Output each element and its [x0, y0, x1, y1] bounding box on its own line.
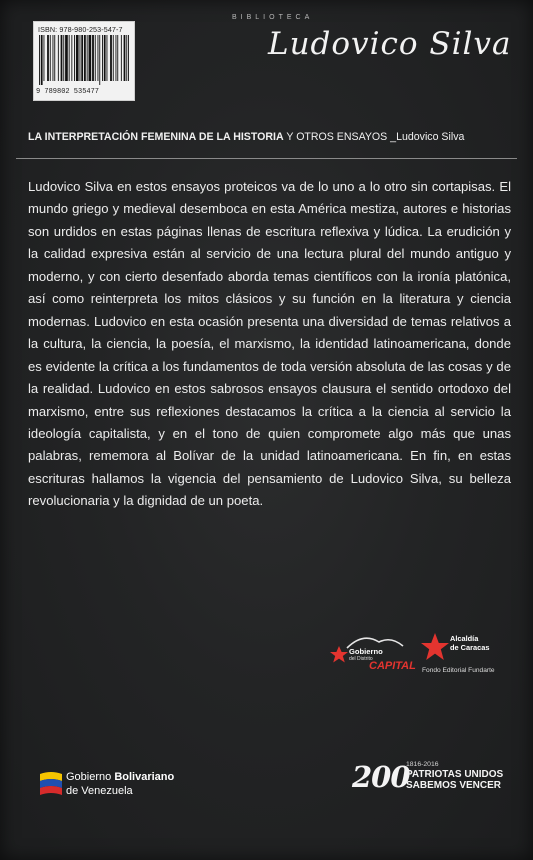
barcode-bar: [98, 35, 99, 81]
barcode-bar: [80, 35, 81, 81]
venezuela-flag-icon: [38, 770, 64, 800]
bicentenario-number: 200: [352, 760, 410, 794]
barcode-bar: [128, 35, 129, 81]
alcaldia-caracas-logo: [420, 632, 512, 678]
barcode-bar: [87, 35, 88, 81]
series-label: BIBLIOTECA: [232, 14, 314, 21]
venezuela-text: [66, 771, 174, 798]
capital-word: CAPITAL: [369, 660, 416, 672]
barcode-bar: [116, 35, 117, 81]
title-subtitle-author: Y OTROS ENSAYOS _Ludovico Silva: [283, 131, 465, 143]
barcode-bar: [76, 35, 79, 81]
barcode-bar: [102, 35, 103, 81]
book-title-line: [28, 131, 508, 143]
distrito-capital-logo: [329, 634, 416, 676]
barcode-bar: [107, 35, 108, 81]
barcode-bar: [41, 35, 43, 85]
barcode-bar: [69, 35, 70, 81]
bicentenario-slogan: [406, 769, 503, 791]
barcode-bar: [65, 35, 68, 81]
barcode-bar: [95, 35, 96, 81]
synopsis-text: Ludovico Silva en estos ensayos proteicos va de lo uno a lo otro sin cortapisas. El mundo griego y medieval desemboca en esta América mestiza, autores e historias son urdidos en estas páginas llenas de escritura reflexiva y lúdica. La erudición y la calidad expresiva están al servicio de una lectura plural del mundo antiguo y moderno, y con cierto desenfado aborda temas científicos con la ironía platónica, así como reinterpreta los mitos clásicos y su función en la literatura y ciencia modernas. Ludovico en esta ocasión presenta una diversidad de temas relativos a la cultura, la ciencia, la poesía, el marxismo, la identidad latinoamericana, donde es evidente la crítica a los fundamentos de toda versión absoluta de las cosas y de la realidad. Ludovico en estos sabrosos ensayos clausura el sentido ortodoxo del marxismo, entre sus reflexiones destacamos la crítica a la ciencia al servicio la ideología capitalista, y en el tono de quien compromete algo más que unas palabras, rememora al Bolívar de la unidad latinoamericana. En fin, en estas escrituras hallamos la vigencia del pensamiento de Ludovico Silva, su belleza revolucionaria y la dignidad de un poeta.: [28, 179, 511, 509]
barcode-bar: [50, 35, 51, 81]
gobierno-venezuela-logo: [38, 768, 178, 802]
slogan-line1: PATRIOTAS UNIDOS: [406, 769, 504, 780]
barcode-digits: 9 789802 535477: [36, 88, 100, 96]
barcode-bar: [44, 35, 45, 81]
barcode-bar: [54, 35, 55, 81]
divider-rule: [16, 158, 517, 159]
alcaldia-line1: Alcaldía: [450, 634, 479, 643]
barcode-bar: [92, 35, 94, 81]
barcode-bar: [71, 35, 72, 81]
barcode-icon: [39, 35, 129, 85]
author-signature: Ludovico Silva: [268, 26, 512, 62]
ven-de-venezuela: de Venezuela: [66, 784, 133, 797]
isbn-label: ISBN: 978-980-253-547-7: [38, 25, 123, 34]
capital-line1: Gobierno: [349, 647, 383, 656]
barcode-bar: [61, 35, 63, 81]
barcode-bar: [81, 35, 83, 81]
barcode-bar: [47, 35, 49, 81]
barcode-bar: [126, 35, 127, 81]
isbn-barcode-box: [33, 21, 135, 101]
barcode-bar: [89, 35, 92, 81]
alcaldia-line2: de Caracas: [450, 642, 490, 652]
bicentenario-years: 1816-2016: [406, 761, 439, 768]
barcode-bar: [104, 35, 106, 81]
barcode-bar: [63, 35, 64, 81]
ven-gobierno: Gobierno: [66, 771, 115, 783]
barcode-bar: [99, 35, 100, 85]
barcode-bar: [58, 35, 59, 81]
slogan-line2: SABEMOS VENCER: [406, 780, 502, 791]
fondo-editorial: Fondo Editorial Fundarte: [422, 667, 495, 674]
barcode-bar: [113, 35, 114, 81]
ven-bolivariano: Bolivariano: [114, 771, 175, 783]
barcode-bar: [121, 35, 122, 81]
red-star-icon: [420, 632, 450, 664]
barcode-bar: [124, 35, 126, 81]
barcode-bar: [74, 35, 75, 81]
barcode-bar: [110, 35, 112, 81]
barcode-bar: [117, 35, 118, 81]
barcode-bar: [53, 35, 54, 81]
bicentenario-logo: [346, 758, 506, 800]
alcaldia-name: [450, 635, 489, 652]
book-title: LA INTERPRETACIÓN FEMENINA DE LA HISTORIA: [28, 131, 284, 143]
red-star-icon: [330, 646, 348, 663]
barcode-bar: [84, 35, 86, 81]
capital-line2: del Distrito: [349, 656, 373, 662]
barcode-bar: [39, 35, 40, 85]
